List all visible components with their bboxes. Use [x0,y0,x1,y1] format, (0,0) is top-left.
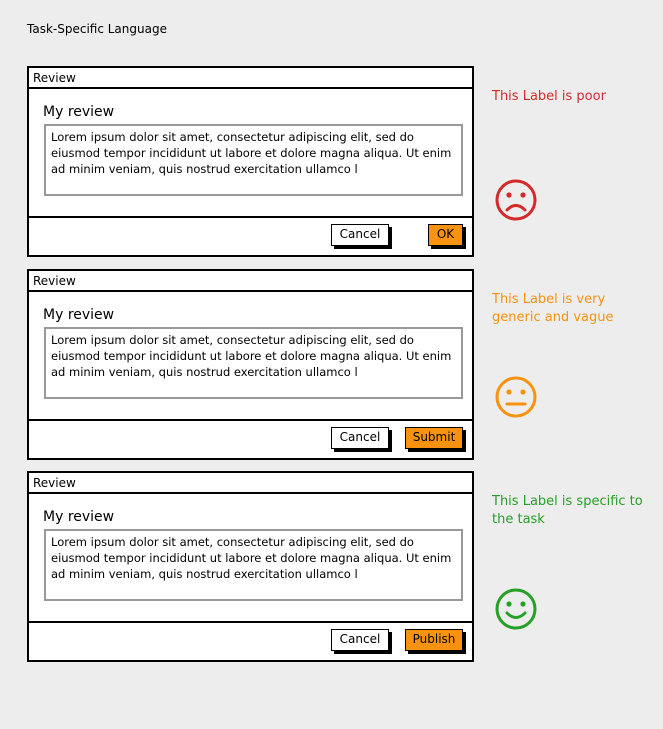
publish-button[interactable]: Publish [405,629,463,651]
neutral-face-icon [494,375,538,419]
ok-button[interactable]: OK [428,224,463,246]
page-title: Task-Specific Language [27,22,167,36]
happy-face-icon [494,587,538,631]
sad-face-icon [494,178,538,222]
review-dialog-submit [27,269,474,460]
dialog-title: Review [29,271,472,292]
cancel-button[interactable]: Cancel [331,224,389,246]
field-label: My review [43,307,115,323]
dialog-title: Review [29,68,472,89]
cancel-button[interactable]: Cancel [331,427,389,449]
review-dialog-ok [27,66,474,257]
review-textarea[interactable]: Lorem ipsum dolor sit amet, consectetur adipiscing elit, sed do eiusmod tempor incididunt ut labore et dolore magna aliqua. Ut enim ad minim veniam, quis nostrud exercitation ullamco l [44,327,463,399]
field-label: My review [43,104,115,120]
note-poor: This Label is poor [492,89,606,104]
divider [29,621,472,623]
review-textarea[interactable]: Lorem ipsum dolor sit amet, consectetur adipiscing elit, sed do eiusmod tempor incididunt ut labore et dolore magna aliqua. Ut enim ad minim veniam, quis nostrud exercitation ullamco l [44,529,463,601]
divider [29,419,472,421]
review-textarea[interactable]: Lorem ipsum dolor sit amet, consectetur adipiscing elit, sed do eiusmod tempor incididunt ut labore et dolore magna aliqua. Ut enim ad minim veniam, quis nostrud exercitation ullamco l [44,124,463,196]
submit-button[interactable]: Submit [405,427,463,449]
divider [29,216,472,218]
note-specific: This Label is specific to the task [492,494,643,527]
review-dialog-publish [27,471,474,662]
cancel-button[interactable]: Cancel [331,629,389,651]
field-label: My review [43,509,115,525]
note-generic: This Label is very generic and vague [492,292,614,325]
dialog-title: Review [29,473,472,494]
